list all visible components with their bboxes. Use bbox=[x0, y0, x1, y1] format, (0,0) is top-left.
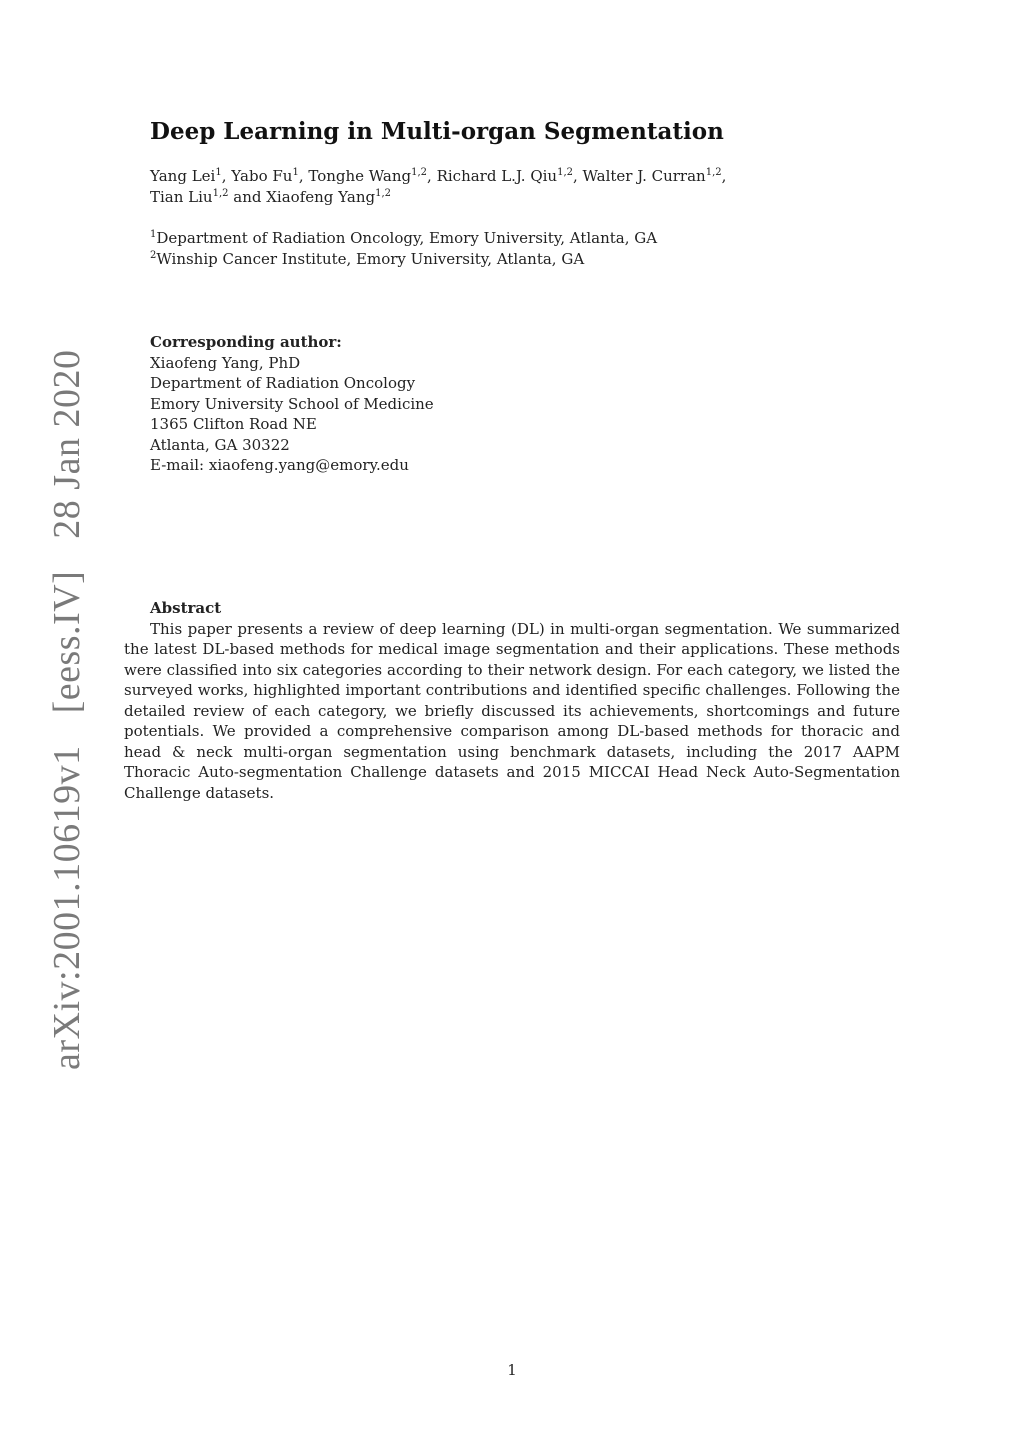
affiliation: $^1$Department of Radiation Oncology, Emory University, Atlanta, GA bbox=[150, 229, 658, 247]
corresponding-line: Atlanta, GA 30322 bbox=[150, 435, 290, 454]
affiliation: $^2$Winship Cancer Institute, Emory University, Atlanta, GA bbox=[150, 250, 585, 268]
arxiv-id: arXiv:2001.10619v1 bbox=[46, 745, 88, 1070]
arxiv-side-stamp bbox=[45, 328, 89, 1070]
corresponding-line: Emory University School of Medicine bbox=[150, 394, 434, 413]
corresponding-author-block bbox=[150, 332, 434, 476]
abstract-body: This paper presents a review of deep learning (DL) in multi-organ segmentation. We summarized the latest DL-based methods for medical image segmentation and their applications. These methods were classified into six categories according to their network design. For each category, we listed the surveyed works, highlighted important contributions and identified specific challenges. Following the detailed review of each category, we briefly discussed its achievements, shortcomings and future potentials. We provided a comprehensive comparison among DL-based methods for thoracic and head & neck multi-organ segmentation using benchmark datasets, including the 2017 AAPM Thoracic Auto-segmentation Challenge datasets and 2015 MICCAI Head Neck Auto-Segmentation Challenge datasets. bbox=[124, 619, 900, 802]
arxiv-category: [eess.IV] bbox=[46, 570, 88, 714]
abstract-section bbox=[124, 598, 900, 803]
author: Yang Lei$^1$, bbox=[150, 167, 232, 185]
author: Richard L.J. Qiu$^{1,2}$, bbox=[436, 167, 583, 185]
page-number: 1 bbox=[507, 1361, 517, 1379]
corresponding-heading: Corresponding author: bbox=[150, 333, 342, 351]
corresponding-line: 1365 Clifton Road NE bbox=[150, 415, 317, 433]
corresponding-line: Department of Radiation Oncology bbox=[150, 374, 416, 392]
author: Xiaofeng Yang$^{1,2}$ bbox=[266, 188, 392, 206]
abstract-heading: Abstract bbox=[150, 599, 222, 617]
author: Tian Liu$^{1,2}$ and bbox=[150, 188, 267, 206]
author: Tonghe Wang$^{1,2}$, bbox=[308, 167, 437, 185]
paper-title: Deep Learning in Multi-organ Segmentation bbox=[150, 118, 724, 145]
arxiv-date: 28 Jan 2020 bbox=[46, 349, 88, 539]
author: Walter J. Curran$^{1,2}$, bbox=[582, 167, 727, 185]
corresponding-email: E-mail: xiaofeng.yang@emory.edu bbox=[150, 456, 409, 474]
author-list bbox=[150, 166, 850, 208]
corresponding-line: Xiaofeng Yang, PhD bbox=[150, 353, 301, 372]
affiliation-list bbox=[150, 228, 657, 270]
author: Yabo Fu$^1$, bbox=[231, 167, 309, 185]
